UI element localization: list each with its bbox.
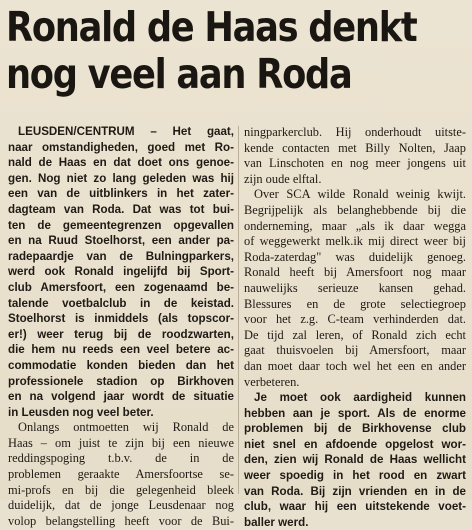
article-column-right [244,125,466,530]
article-line: club Amersfoort, een zogenaamd be- [8,280,234,294]
article-line: Begrijpelijk als belanghebbende bij die [244,202,466,217]
article-line: voor het z.g. C-team verhinderden dat. [244,312,466,327]
headline [6,3,417,98]
article-line: problemen bij de Birkhovense club [244,422,466,436]
article-line: hebben aan je sport. Als de enorme [244,406,466,420]
article-line: De tijd zal leren, of Ronald zich echt [244,327,466,342]
article-line: reddingspoging t.b.v. de in de [8,451,234,466]
article-line: Ronald heeft bij Amersfoort nog maar [244,265,466,280]
article-line: verbeteren. [244,374,300,389]
article-line: onderneming, maar „als ik daar wegga [244,218,466,233]
article-line: club, waar hij een uitstekende voet- [244,500,466,514]
article-line: ningparkerclub. Hij onderhoudt uitste- [244,125,466,139]
article-line: Blessures en de grote selectiegroep [244,296,466,311]
article-line: LEUSDEN/CENTRUM – Het gaat, [18,125,234,138]
headline-line-1: Ronald de Haas denkt [6,3,417,51]
article-line: een van de uitblinkers in het zater- [8,187,234,201]
article-line: mi-profs en bij die gelegenheid bleek [8,482,234,497]
article-line: talende voetbalclub in de keistad. [8,296,234,310]
article-line: en na volgend jaar wordt de situatie [8,390,234,404]
article-line: baller werd. [244,515,309,529]
article-line: kende contacten met Billy Nolten, Jaap [244,140,466,155]
article-line: of weggewerkt melk.ik mij direct weer bij [244,234,466,249]
article-line: niet snel en afdoende opgelost wor- [244,437,466,451]
article-line: Haas – om juist te zijn bij een nieuwe [8,435,234,450]
article-line: Over SCA wilde Ronald weinig kwijt. [254,187,466,202]
article-line: er!) weer terug bij de roodzwarten, [8,327,234,341]
article-line: nald de Haas en dat doet ons genoe- [8,156,234,170]
article-line: dan moet daar toch wel het een en ander [244,358,466,373]
article-line: Roda-zaterdag" was duidelijk genoeg. [244,249,466,264]
article-line: professionele stadion op Birkhoven [8,374,234,388]
article-line: commodatie konden bieden dan het [8,358,234,372]
article-line: gen. Nog niet zo lang geleden was hij [8,171,234,185]
article-line: in Leusden nog veel beter. [8,405,154,419]
article-line: zijn oude elftal. [244,171,322,186]
article-line: van Linschoten en nog meer jongens uit [244,156,466,171]
article-line: Je moet ook aardigheid kunnen [254,391,466,405]
article-line: dagteam van Roda. Dat was tot bui- [8,202,234,216]
article-line: ten de gemeentegrenzen opgevallen [8,218,234,232]
article-column-left [8,124,234,529]
article-line: en na Ruud Stoelhorst, een ander pa- [8,234,234,248]
article-line: radepaardje van de Bulningparkers, [8,249,234,263]
article-line: van Roda. Bij zijn vrienden en in de [244,484,466,498]
article-line: weer spoedig in het rood en zwart [244,469,466,483]
article-line: Onlangs ontmoetten wij Ronald de [18,420,234,435]
article-line: volop belangstelling heeft voor de Bui- [8,513,234,528]
headline-line-2: nog veel aan Roda [6,50,352,98]
column-divider [238,126,239,494]
article-line: problemen geraakte Amersfoortse se- [8,467,234,482]
article-line: duidelijk, dat de jonge Leusdenaar nog [8,498,234,513]
article-line: Stoelhorst is inmiddels (als topscor- [8,312,234,326]
article-line: den, zien wij Ronald de Haas wellicht [244,453,466,467]
article-line: gaat thuisvoelen bij Amersfoort, maar [244,343,466,358]
article-line: naar omstandigheden, goed met Ro- [8,140,234,154]
article-line: die hem nu reeds een veel betere ac- [8,343,234,357]
article-line: nauwelijks serieuze kansen gehad. [244,280,466,295]
article-line: werd ook Ronald ingelijfd bij Sport- [8,265,234,279]
